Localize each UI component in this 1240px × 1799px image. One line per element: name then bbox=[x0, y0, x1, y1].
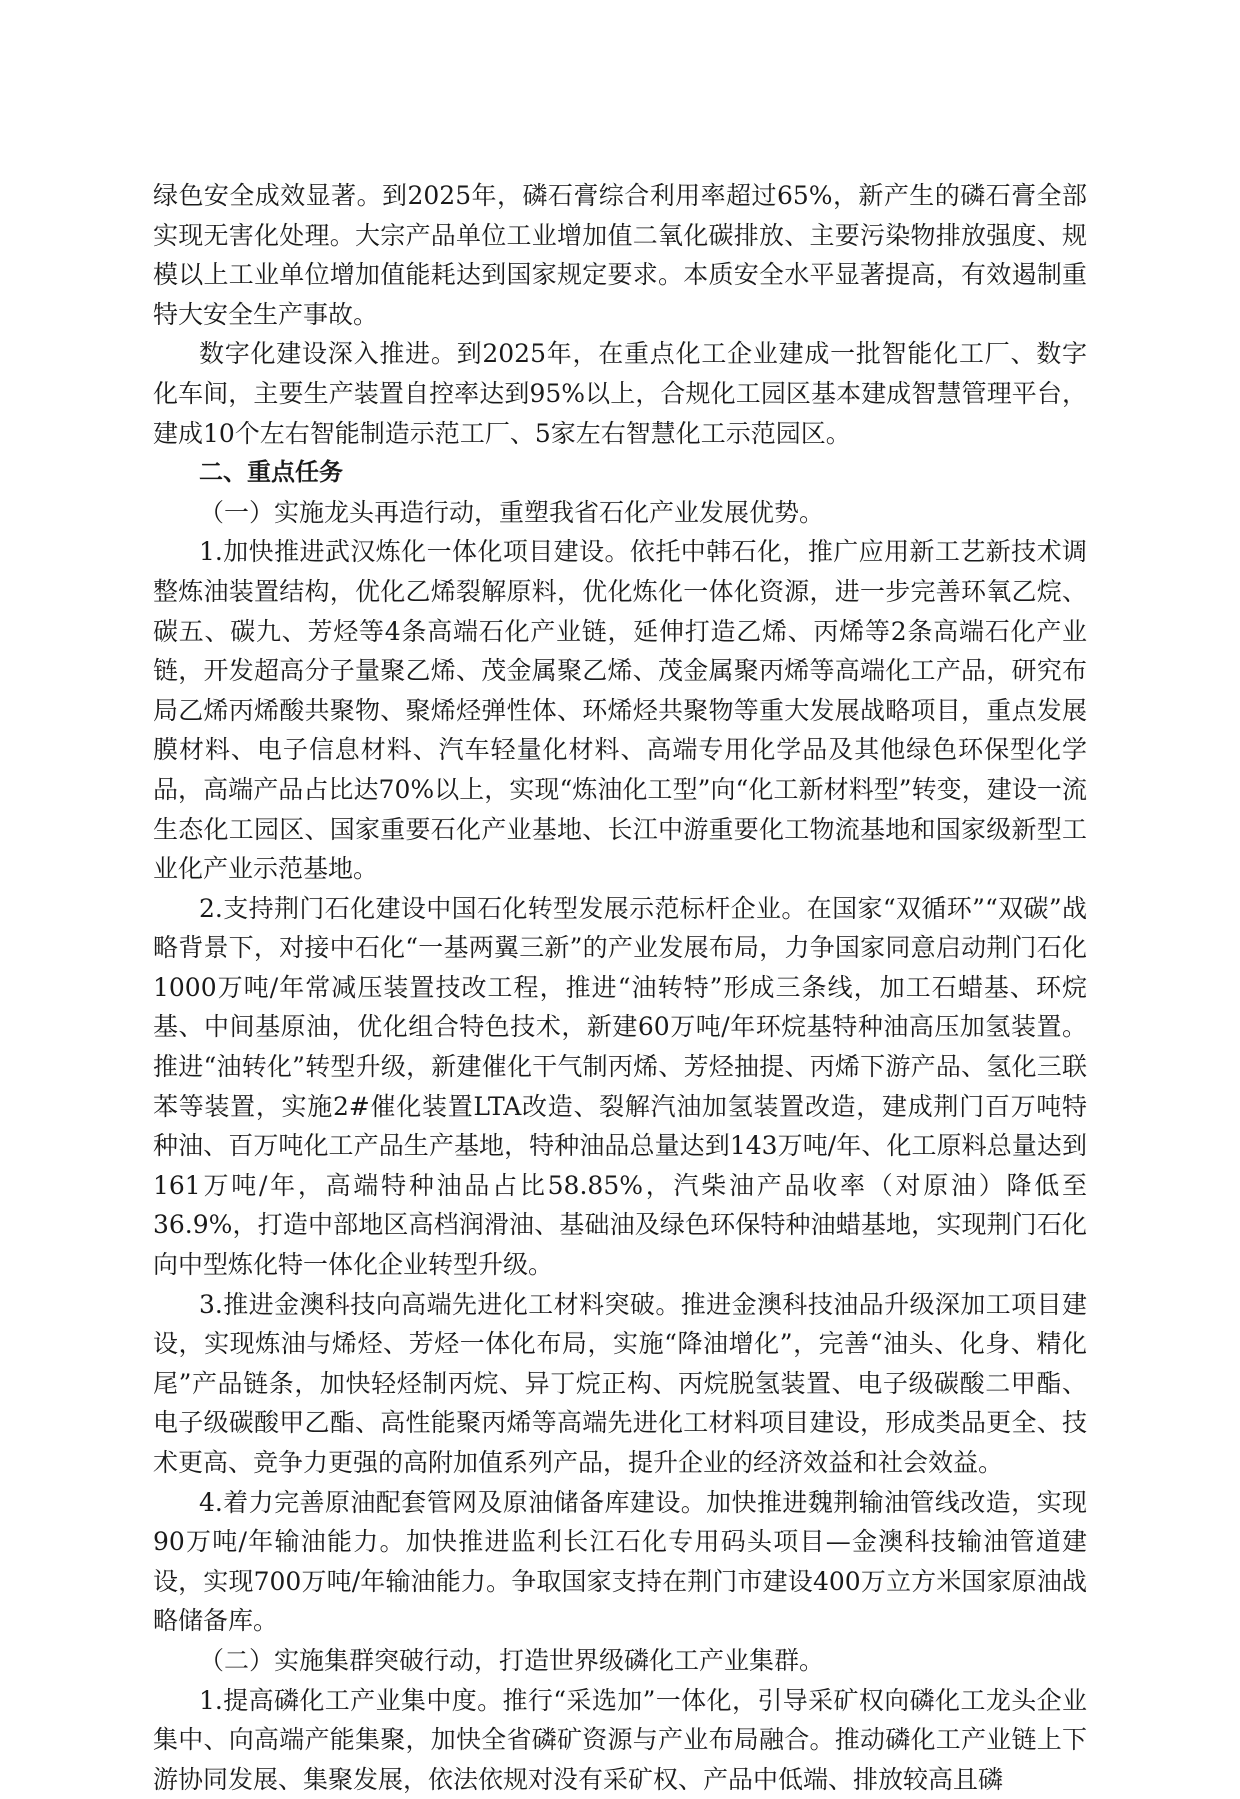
paragraph-phosphorus-concentration: 1.提高磷化工产业集中度。推行“采选加”一体化，引导采矿权向磷化工龙头企业集中、向高端产能集聚，加快全省磷矿资源与产业布局融合。推动磷化工产业链上下游协同发展、集聚发展，依法依规对没有采矿权、产品中低端、排放较高且磷 bbox=[153, 1685, 1087, 1794]
paragraph-green-safety: 绿色安全成效显著。到2025年，磷石膏综合利用率超过65%，新产生的磷石膏全部实现无害化处理。大宗产品单位工业增加值二氧化碳排放、主要污染物排放强度、规模以上工业单位增加值能耗达到国家规定要求。本质安全水平显著提高，有效遏制重特大安全生产事故。 bbox=[153, 181, 1087, 329]
paragraph-digital-construction: 数字化建设深入推进。到2025年，在重点化工企业建成一批智能化工厂、数字化车间，主要生产装置自控率达到95%以上，合规化工园区基本建成智慧管理平台，建成10个左右智能制造示范工厂、5家左右智慧化工示范园区。 bbox=[153, 339, 1087, 448]
paragraph-jingmen-petrochemical: 2.支持荆门石化建设中国石化转型发展示范标杆企业。在国家“双循环”“双碳”战略背景下，对接中石化“一基两翼三新”的产业发展布局，力争国家同意启动荆门石化1000万吨/年常减压装置技改工程，推进“油转特”形成三条线，加工石蜡基、环烷基、中间基原油，优化组合特色技术，新建60万吨/年环烷基特种油高压加氢装置。推进“油转化”转型升级，新建催化干气制丙烯、芳烃抽提、丙烯下游产品、氢化三联苯等装置，实施2#催化装置LTA改造、裂解汽油加氢装置改造，建成荆门百万吨特种油、百万吨化工产品生产基地，特种油品总量达到143万吨/年、化工原料总量达到161万吨/年，高端特种油品占比58.85%，汽柴油产品收率（对原油）降低至36.9%，打造中部地区高档润滑油、基础油及绿色环保特种油蜡基地，实现荆门石化向中型炼化特一体化企业转型升级。 bbox=[153, 893, 1087, 1280]
paragraph-crude-oil-pipeline: 4.着力完善原油配套管网及原油储备库建设。加快推进魏荆输油管线改造，实现90万吨/年输油能力。加快推进监利长江石化专用码头项目—金澳科技输油管道建设，实现700万吨/年输油能力。争取国家支持在荆门市建设400万立方米国家原油战略储备库。 bbox=[153, 1487, 1087, 1636]
subsection-heading-petrochemical: （一）实施龙头再造行动，重塑我省石化产业发展优势。 bbox=[199, 497, 825, 527]
section-heading-key-tasks: 二、重点任务 bbox=[199, 458, 343, 487]
subsection-heading-phosphorus-cluster: （二）实施集群突破行动，打造世界级磷化工产业集群。 bbox=[199, 1645, 825, 1675]
document-body bbox=[153, 176, 1087, 1799]
paragraph-wuhan-refining: 1.加快推进武汉炼化一体化项目建设。依托中韩石化，推广应用新工艺新技术调整炼油装置结构，优化乙烯裂解原料，优化炼化一体化资源，进一步完善环氧乙烷、碳五、碳九、芳烃等4条高端石化产业链，延伸打造乙烯、丙烯等2条高端石化产业链，开发超高分子量聚乙烯、茂金属聚乙烯、茂金属聚丙烯等高端化工产品，研究布局乙烯丙烯酸共聚物、聚烯烃弹性体、环烯烃共聚物等重大发展战略项目，重点发展膜材料、电子信息材料、汽车轻量化材料、高端专用化学品及其他绿色环保型化学品，高端产品占比达70%以上，实现“炼油化工型”向“化工新材料型”转变，建设一流生态化工园区、国家重要石化产业基地、长江中游重要化工物流基地和国家级新型工业化产业示范基地。 bbox=[153, 537, 1087, 884]
paragraph-jinao-technology: 3.推进金澳科技向高端先进化工材料突破。推进金澳科技油品升级深加工项目建设，实现炼油与烯烃、芳烃一体化布局，实施“降油增化”，完善“油头、化身、精化尾”产品链条，加快轻烃制丙烷、异丁烷正构、丙烷脱氢装置、电子级碳酸二甲酯、电子级碳酸甲乙酯、高性能聚丙烯等高端先进化工材料项目建设，形成类品更全、技术更高、竞争力更强的高附加值系列产品，提升企业的经济效益和社会效益。 bbox=[153, 1289, 1087, 1477]
